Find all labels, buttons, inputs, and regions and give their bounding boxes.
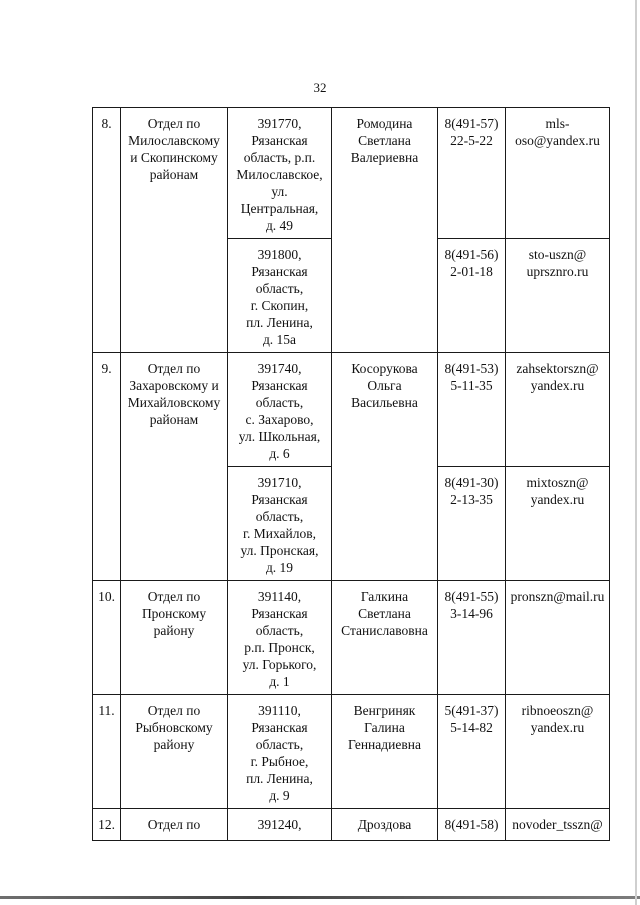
phone-cell: 8(491-57) 22-5-22 — [438, 108, 506, 239]
scan-edge-bottom — [0, 896, 640, 899]
row-number: 9. — [93, 353, 121, 581]
department-name: Отдел по Милославскому и Скопинскому районам — [121, 108, 228, 353]
phone-cell: 8(491-55) 3-14-96 — [438, 581, 506, 695]
department-name: Отдел по Пронскому району — [121, 581, 228, 695]
address-cell: 391800, Рязанская область, г. Скопин, пл. Ленина, д. 15а — [228, 239, 332, 353]
head-name: Венгриняк Галина Геннадиевна — [332, 695, 438, 809]
table-row — [93, 695, 610, 809]
scan-edge-right — [635, 0, 637, 905]
table-row — [93, 581, 610, 695]
email-cell: ribnoeoszn@ yandex.ru — [506, 695, 610, 809]
phone-cell: 8(491-58) — [438, 809, 506, 841]
email-cell: sto-uszn@ uprsznro.ru — [506, 239, 610, 353]
address-cell: 391140, Рязанская область, р.п. Пронск, ул. Горького, д. 1 — [228, 581, 332, 695]
email-cell: mixtoszn@ yandex.ru — [506, 467, 610, 581]
email-cell: zahsektorszn@ yandex.ru — [506, 353, 610, 467]
phone-cell: 8(491-30) 2-13-35 — [438, 467, 506, 581]
head-name: Косорукова Ольга Васильевна — [332, 353, 438, 581]
table-row — [93, 108, 610, 239]
row-number: 10. — [93, 581, 121, 695]
phone-cell: 8(491-56) 2-01-18 — [438, 239, 506, 353]
email-cell: mls- oso@yandex.ru — [506, 108, 610, 239]
page-number: 32 — [313, 80, 327, 95]
email-cell: novoder_tsszn@ — [506, 809, 610, 841]
table-row — [93, 353, 610, 467]
address-cell: 391110, Рязанская область, г. Рыбное, пл. Ленина, д. 9 — [228, 695, 332, 809]
phone-cell: 8(491-53) 5-11-35 — [438, 353, 506, 467]
table-row — [93, 809, 610, 841]
department-name: Отдел по — [121, 809, 228, 841]
head-name: Дроздова — [332, 809, 438, 841]
row-number: 11. — [93, 695, 121, 809]
head-name: Ромодина Светлана Валериевна — [332, 108, 438, 353]
address-cell: 391770, Рязанская область, р.п. Милославское, ул. Центральная, д. 49 — [228, 108, 332, 239]
departments-table — [92, 107, 610, 841]
row-number: 8. — [93, 108, 121, 353]
department-name: Отдел по Рыбновскому району — [121, 695, 228, 809]
address-cell: 391710, Рязанская область, г. Михайлов, ул. Пронская, д. 19 — [228, 467, 332, 581]
address-cell: 391240, — [228, 809, 332, 841]
department-name: Отдел по Захаровскому и Михайловскому районам — [121, 353, 228, 581]
phone-cell: 5(491-37) 5-14-82 — [438, 695, 506, 809]
email-cell: pronszn@mail.ru — [506, 581, 610, 695]
address-cell: 391740, Рязанская область, с. Захарово, ул. Школьная, д. 6 — [228, 353, 332, 467]
row-number: 12. — [93, 809, 121, 841]
head-name: Галкина Светлана Станиславовна — [332, 581, 438, 695]
